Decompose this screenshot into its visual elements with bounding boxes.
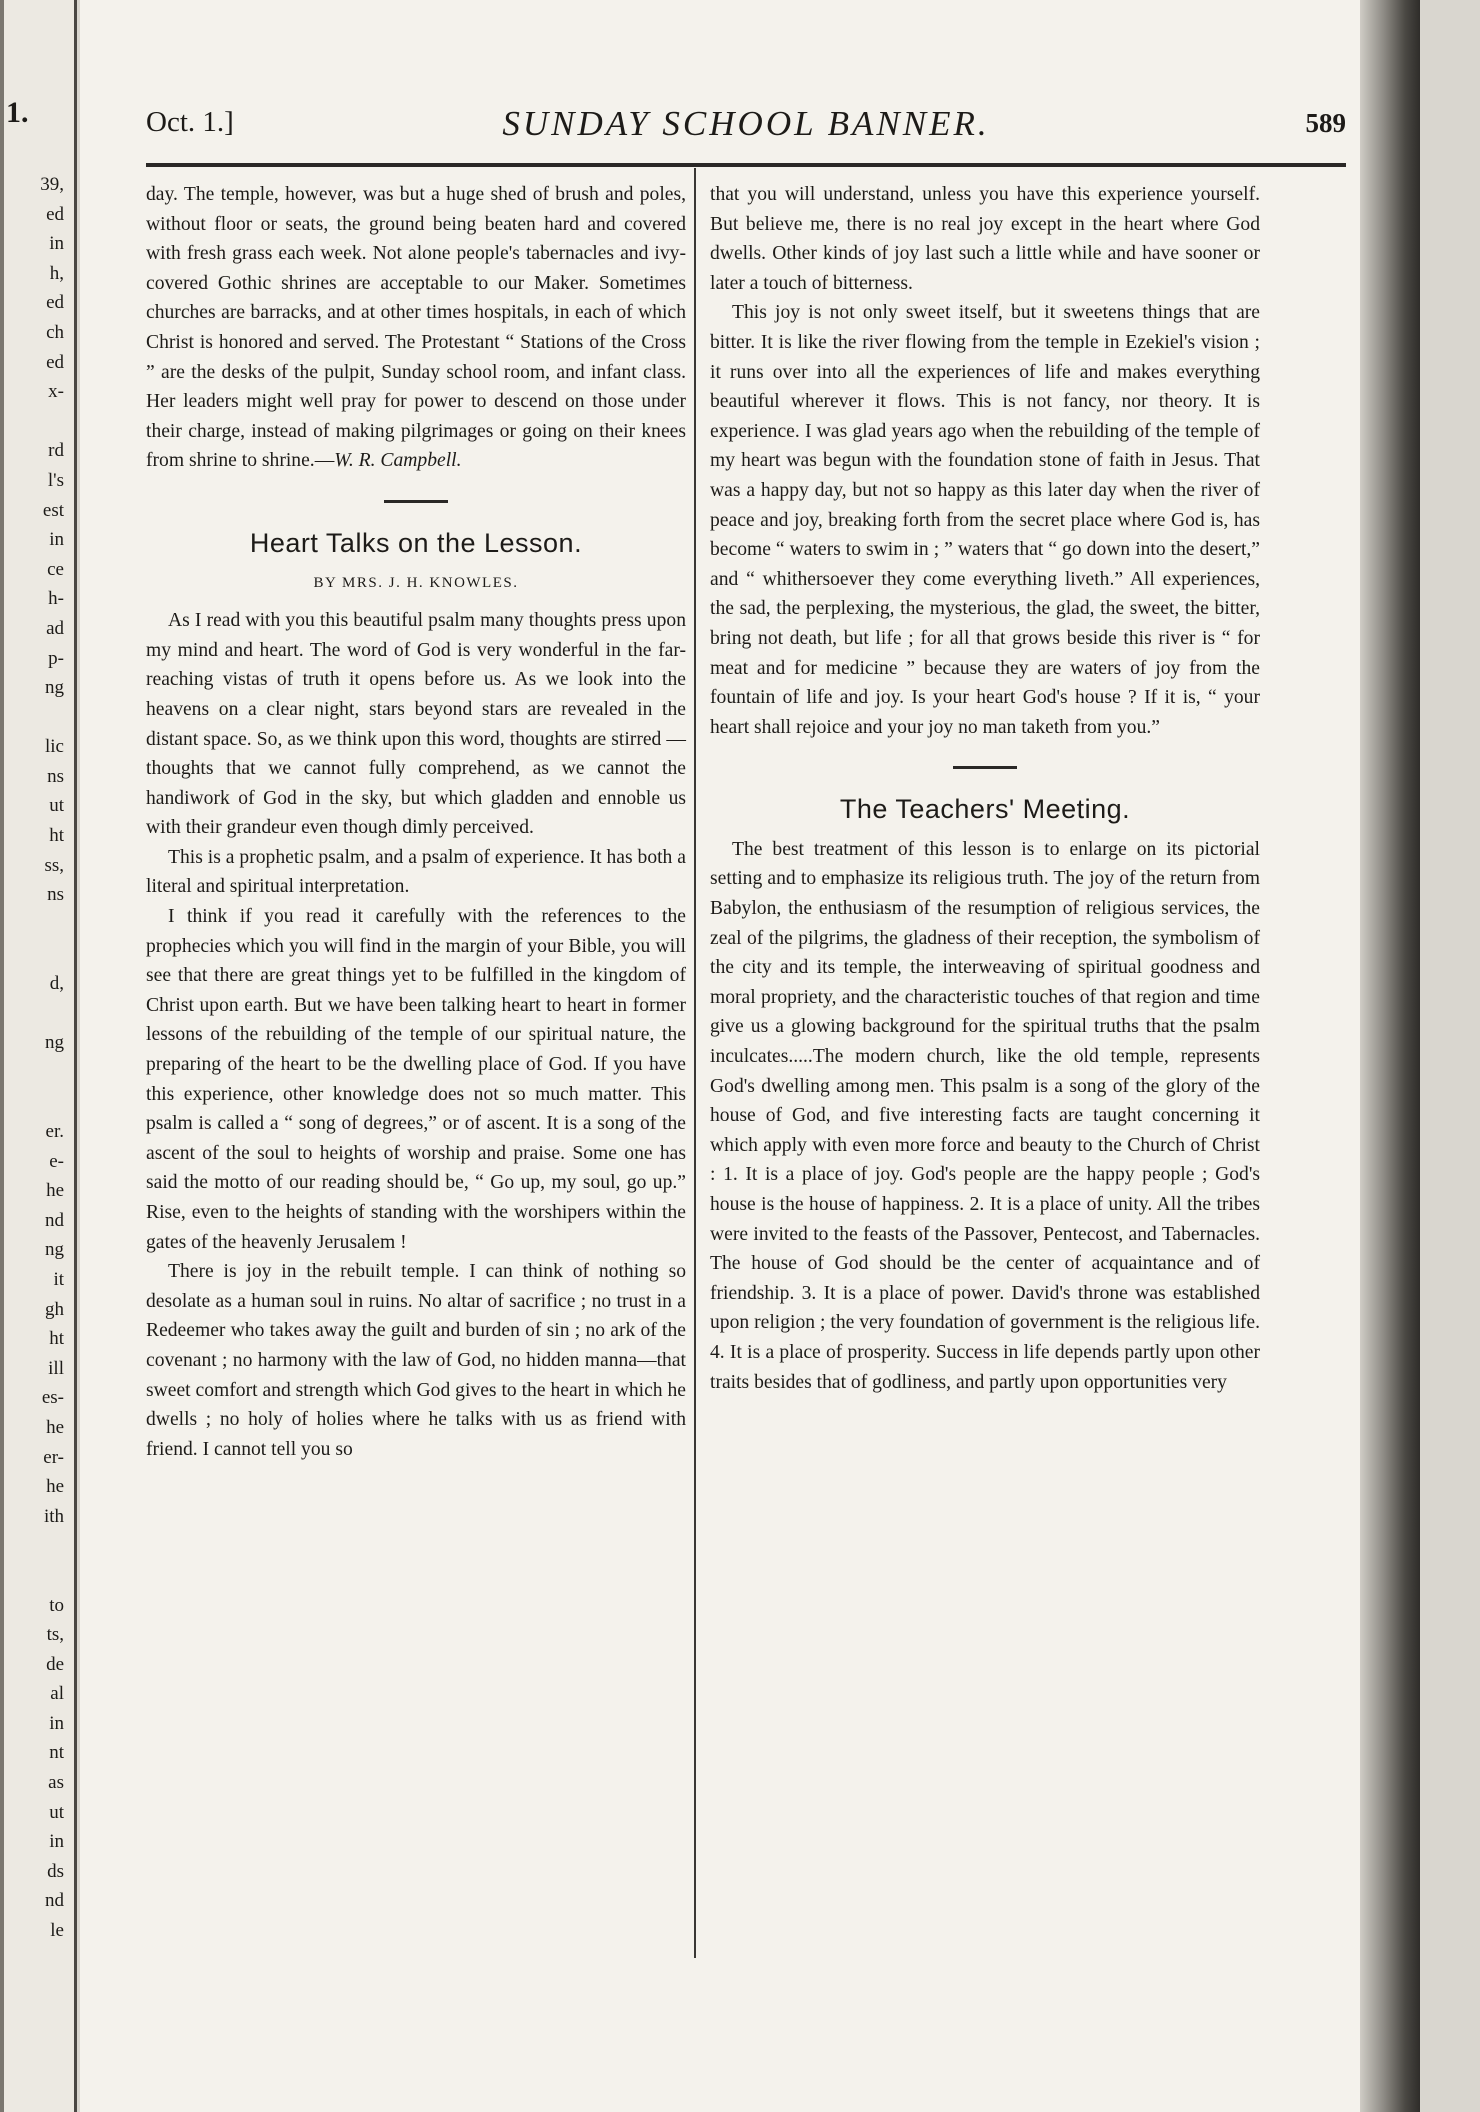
previous-page-fragments — [8, 170, 68, 1946]
previous-page-fragment: he — [46, 1476, 64, 1498]
previous-page-fragment: he — [46, 1180, 64, 1202]
previous-page-fragment — [8, 939, 68, 969]
previous-page-fragment — [8, 1058, 68, 1088]
intro-text: day. The temple, however, was but a huge shed of brush and poles, without floor or seats, the ground being beaten hard and covered with fresh grass each week. Not alone people's tabernacles and ivy-covered Gothic shrines are acceptable to our Maker. Sometimes churches are barracks, and at other times hospitals, in each of which Christ is honored and served. The Protestant “ Stations of the Cross ” are the desks of the pulpit, Sunday school room, and infant class. Her leaders might well pray for power to descend on those under their charge, instead of making pilgrimages or going on their knees from shrine to shrine.— — [146, 184, 686, 472]
intro-paragraph — [146, 180, 686, 476]
previous-page-fragment: h, — [49, 262, 64, 284]
previous-page-fragment: er. — [45, 1121, 64, 1142]
page-edge-shadow — [0, 0, 4, 2112]
section-separator — [384, 500, 448, 503]
section-separator — [953, 766, 1017, 769]
previous-page-fragment: in — [49, 1712, 64, 1734]
previous-page-fragment: ed — [46, 203, 64, 225]
paragraph: This is a prophetic psalm, and a psalm of experience. It has both a literal and spiritual interpretation. — [146, 846, 686, 898]
previous-page-fragment: le — [50, 1920, 64, 1942]
previous-page-fragment: rd — [48, 440, 64, 462]
paragraph: I think if you read it carefully with the references to the prophecies which you will find in the margin of your Bible, you will see that there are great things yet to be fulfilled in the kingdom of Christ upon earth. But we have been talking heart to heart in former lessons of the rebuilding of the temple of our spiritual nature, the preparing of the heart to be the dwelling place of God. If you have this experience, other knowledge does not so much matter. This psalm is called a “ song of degrees,” or of ascent. It is a song of the ascent of the soul to heights of worship and praise. Some one has said the motto of our reading should be, “ Go up, my soul, go up.” Rise, even to the heights of standing with the worshipers within the gates of the heavenly Jerusalem ! — [146, 906, 686, 1253]
previous-page-fragment: ed — [46, 351, 64, 373]
previous-page-fragment: ns — [47, 884, 64, 906]
page-number: 589 — [1305, 108, 1346, 138]
previous-page-fragment: er- — [43, 1446, 64, 1468]
previous-page-fragment: ce — [47, 558, 64, 580]
previous-page-fragment: lic — [45, 736, 64, 758]
header-title: SUNDAY SCHOOL BANNER. — [502, 104, 990, 143]
previous-page-fragment: al — [50, 1683, 64, 1705]
previous-page-fragment — [8, 407, 68, 437]
previous-page-fragment: it — [53, 1268, 64, 1290]
section-title-heart-talks: Heart Talks on the Lesson. — [249, 527, 583, 558]
header-date: Oct. 1.] — [146, 106, 234, 138]
previous-page-fragment: gh — [45, 1298, 64, 1320]
previous-page-fragment: nt — [49, 1742, 64, 1764]
paragraph: As I read with you this beautiful psalm many thoughts press upon my mind and heart. The word of God is very wonderful in the far-reaching vistas of truth it opens before us. As we look into the heavens on a clear night, stars beyond stars are revealed in the distant space. So, as we think upon this word, thoughts are stirred —thoughts that we cannot fully comprehend, as we cannot the handiwork of God in the sky, but which gladden and ennoble us with their grandeur even though dimly perceived. — [146, 610, 686, 839]
previous-page-fragment: in — [49, 529, 64, 551]
previous-page-fragment: in — [49, 233, 64, 255]
paragraph: This joy is not only sweet itself, but it sweetens things that are bitter. It is like the river flowing from the temple in Ezekiel's vision ; it runs over into all the experiences of life and makes everything beautiful wherever it flows. This is not fancy, nor theory. It is experience. I was glad years ago when the rebuilding of the temple of my heart was begun with the foundation stone of faith in Jesus. That was a happy day, but not so happy as this later day when the river of peace and joy, breaking forth from the secret place where God is, has become “ waters to swim in ; ” waters that “ go down into the desert,” and “ whithersoever they come everything liveth.” All experiences, the sad, the perplexing, the mysterious, the glad, the sweet, the bitter, bring not death, but life ; for all that grows beside this river is “ for meat and for medicine ” because they are waters of joy from the fountain of life and joy. Is your heart God's house ? If it is, “ your heart shall rejoice and your joy no man taketh from you.” — [710, 302, 1260, 738]
previous-page-fragment: l's — [47, 469, 64, 491]
previous-page-fragment: ill — [48, 1357, 64, 1379]
previous-page-fragment: ut — [49, 795, 64, 817]
right-column — [710, 180, 1260, 1397]
column-divider — [694, 168, 696, 1958]
previous-page-fragment: est — [42, 499, 64, 521]
previous-page-fragment: nd — [45, 1890, 64, 1912]
previous-page-edge — [0, 0, 77, 2112]
paragraph: The best treatment of this lesson is to enlarge on its pictorial setting and to emphasize its religious truth. The joy of the return from Babylon, the enthusiasm of the resumption of religious services, the zeal of the pilgrims, the gladness of their reception, the symbolism of the city and its temple, the interweaving of spiritual goodness and moral propriety, and the characteristic touches of that region and time give us a glowing background for the spiritual truths that the psalm inculcates.....The modern church, like the old temple, represents God's dwelling among men. This psalm is a song of the glory of the house of God, and five interesting facts are taught concerning it which apply with even more force and beauty to the Church of Christ : 1. It is a place of joy. God's people are the happy people ; God's house is the house of happiness. 2. It is a place of unity. All the tribes were invited to the feasts of the Passover, Pentecost, and Tabernacles. The house of God should be the center of acquaintance and of friendship. 3. It is a place of power. David's throne was established upon religion ; the very foundation of government is the religious life. 4. It is a place of prosperity. Success in life depends partly upon other traits besides that of godliness, and partly upon opportunities very — [710, 838, 1260, 1393]
previous-page-marker: 1. — [6, 96, 29, 129]
previous-page-fragment: in — [49, 1831, 64, 1853]
intro-signature: W. R. Campbell. — [334, 450, 462, 472]
header-rule — [146, 163, 1346, 167]
previous-page-fragment: he — [46, 1416, 64, 1438]
previous-page-fragment: p- — [48, 647, 64, 669]
previous-page-fragment: ng — [45, 1032, 64, 1054]
previous-page-fragment: e- — [49, 1150, 64, 1172]
previous-page-fragment — [8, 910, 68, 940]
previous-page-fragment: ad — [46, 617, 64, 639]
left-column — [146, 180, 686, 1464]
previous-page-fragment: ds — [47, 1860, 64, 1882]
running-header — [146, 100, 1346, 158]
previous-page-fragment: ht — [49, 825, 64, 847]
paragraph: There is joy in the rebuilt temple. I can think of nothing so desolate as a human soul in ruins. No altar of sacrifice ; no trust in a Redeemer who takes away the guilt and burden of sin ; no ark of the covenant ; no harmony with the law of God, no hidden manna—that sweet comfort and strength which God gives to the heart in which he dwells ; no holy of holies where he talks with us as friend with friend. I cannot tell you so — [146, 1261, 686, 1460]
previous-page-fragment — [8, 999, 68, 1029]
previous-page-fragment — [8, 1087, 68, 1117]
document-page — [80, 0, 1420, 2112]
previous-page-fragment — [8, 1561, 68, 1591]
previous-page-fragment: 39, — [40, 174, 64, 195]
previous-page-fragment: ut — [49, 1801, 64, 1823]
previous-page-fragment: ns — [47, 765, 64, 787]
previous-page-fragment: h- — [48, 588, 64, 610]
previous-page-fragment: ith — [43, 1505, 64, 1527]
previous-page-fragment: as — [48, 1772, 64, 1794]
previous-page-fragment: to — [49, 1594, 64, 1616]
previous-page-fragment: ts, — [46, 1624, 64, 1646]
previous-page-fragment: de — [46, 1653, 64, 1675]
previous-page-fragment: ch — [46, 321, 64, 343]
previous-page-fragment — [8, 1531, 68, 1561]
previous-page-fragment: ng — [45, 677, 64, 699]
paragraph: that you will understand, unless you have this experience yourself. But believe me, there is no real joy except in the heart where God dwells. Other kinds of joy last such a little while and have sooner or later a touch of bitterness. — [710, 184, 1260, 294]
book-binding-shadow — [1360, 0, 1420, 2112]
previous-page-fragment: es- — [41, 1387, 64, 1409]
previous-page-fragment: ed — [46, 292, 64, 314]
previous-page-fragment: ng — [45, 1239, 64, 1261]
previous-page-fragment — [8, 703, 68, 733]
byline: BY MRS. J. H. KNOWLES. — [313, 574, 519, 591]
previous-page-fragment: d, — [49, 973, 64, 995]
previous-page-fragment: x- — [48, 381, 64, 403]
previous-page-fragment: ht — [49, 1328, 64, 1350]
previous-page-fragment: ss, — [44, 854, 64, 876]
section-title-teachers-meeting: The Teachers' Meeting. — [839, 794, 1131, 825]
previous-page-fragment: nd — [45, 1209, 64, 1231]
